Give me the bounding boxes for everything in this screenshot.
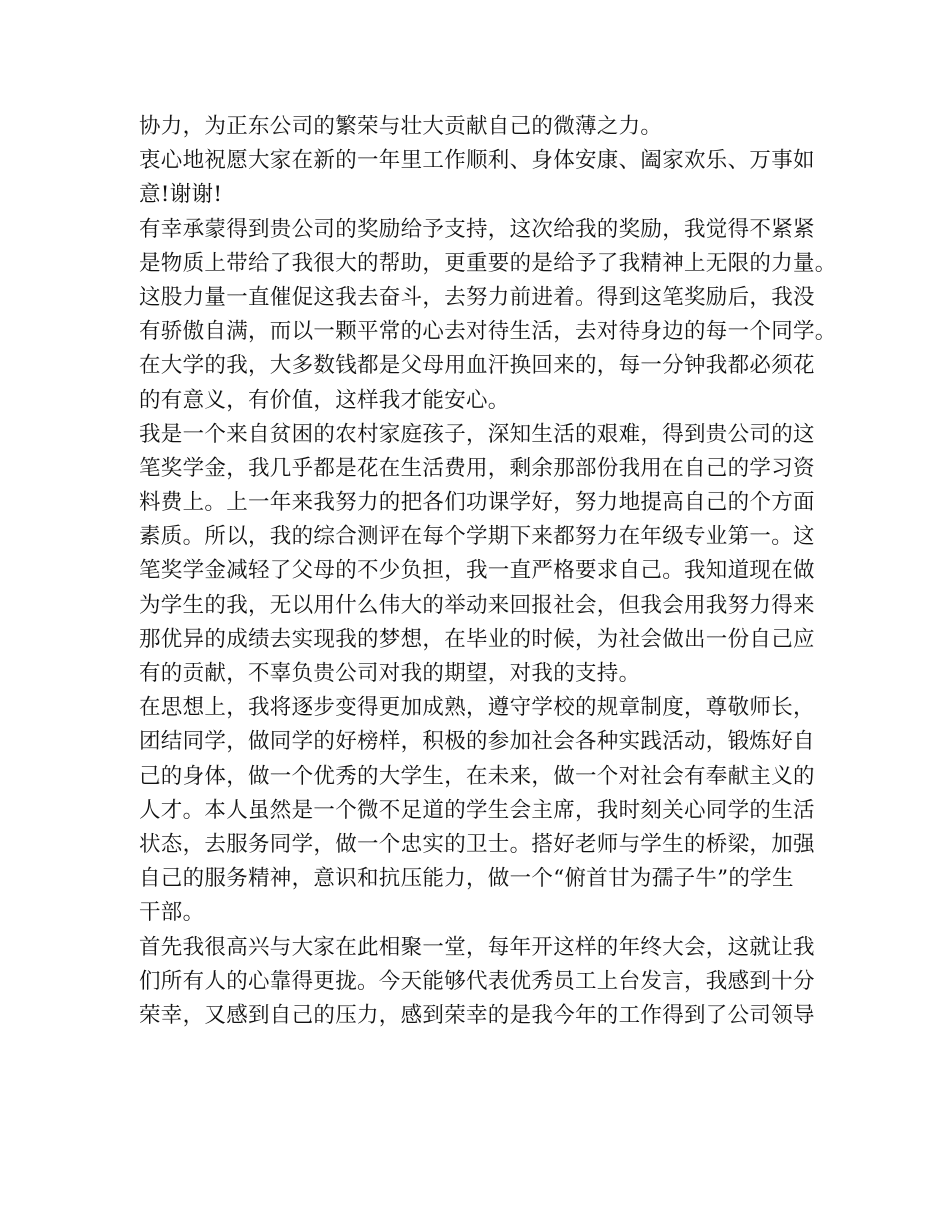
text-line: 为学生的我，无以用什么伟大的举动来回报社会，但我会用我努力得来 [139, 592, 815, 618]
text-line: 人才。本人虽然是一个微不足道的学生会主席，我时刻关心同学的生活 [139, 797, 815, 823]
text-line: 我是一个来自贫困的农村家庭孩子，深知生活的艰难，得到贵公司的这 [139, 421, 815, 447]
text-line: 意!谢谢! [139, 182, 223, 208]
text-line: 己的身体，做一个优秀的大学生，在未来，做一个对社会有奉献主义的 [139, 763, 815, 789]
text-line: 笔奖学金减轻了父母的不少负担，我一直严格要求自己。我知道现在做 [139, 558, 815, 584]
body-text [139, 110, 837, 1033]
text-line: 状态，去服务同学，做一个忠实的卫士。搭好老师与学生的桥梁，加强 [139, 831, 815, 857]
text-line: 们所有人的心靠得更拢。今天能够代表优秀员工上台发言，我感到十分 [139, 968, 815, 994]
text-line: 有骄傲自满，而以一颗平常的心去对待生活，去对待身边的每一个同学。 [139, 319, 837, 345]
text-line: 干部。 [139, 900, 205, 926]
text-line: 笔奖学金，我几乎都是花在生活费用，剩余那部份我用在自己的学习资 [139, 455, 815, 481]
text-line: 料费上。上一年来我努力的把各们功课学好，努力地提高自己的个方面 [139, 490, 815, 516]
text-line: 的有意义，有价值，这样我才能安心。 [139, 387, 510, 413]
text-line: 首先我很高兴与大家在此相聚一堂，每年开这样的年终大会，这就让我 [139, 934, 815, 960]
text-line: 荣幸，又感到自己的压力，感到荣幸的是我今年的工作得到了公司领导 [139, 1002, 815, 1028]
text-line: 素质。所以，我的综合测评在每个学期下来都努力在年级专业第一。这 [139, 524, 815, 550]
text-line: 自己的服务精神，意识和抗压能力，做一个“俯首甘为孺子牛”的学生 [139, 866, 794, 892]
text-line: 有的贡献，不辜负贵公司对我的期望，对我的支持。 [139, 661, 641, 686]
text-line: 这股力量一直催促这我去奋斗，去努力前进着。得到这笔奖励后，我没 [139, 284, 815, 310]
text-line: 在思想上，我将逐步变得更加成熟，遵守学校的规章制度，尊敬师长， [139, 695, 815, 721]
text-line: 协力，为正东公司的繁荣与壮大贡献自己的微薄之力。 [139, 114, 663, 139]
text-line: 在大学的我，大多数钱都是父母用血汗换回来的，每一分钟我都必须花 [139, 353, 815, 379]
text-line: 团结同学，做同学的好榜样，积极的参加社会各种实践活动，锻炼好自 [139, 729, 815, 755]
text-line: 衷心地祝愿大家在新的一年里工作顺利、身体安康、阖家欢乐、万事如 [139, 148, 815, 174]
text-line: 那优异的成绩去实现我的梦想，在毕业的时候，为社会做出一份自己应 [139, 626, 815, 652]
text-line: 是物质上带给了我很大的帮助，更重要的是给予了我精神上无限的力量。 [139, 250, 837, 276]
text-line: 有幸承蒙得到贵公司的奖励给予支持，这次给我的奖励，我觉得不紧紧 [139, 216, 815, 242]
